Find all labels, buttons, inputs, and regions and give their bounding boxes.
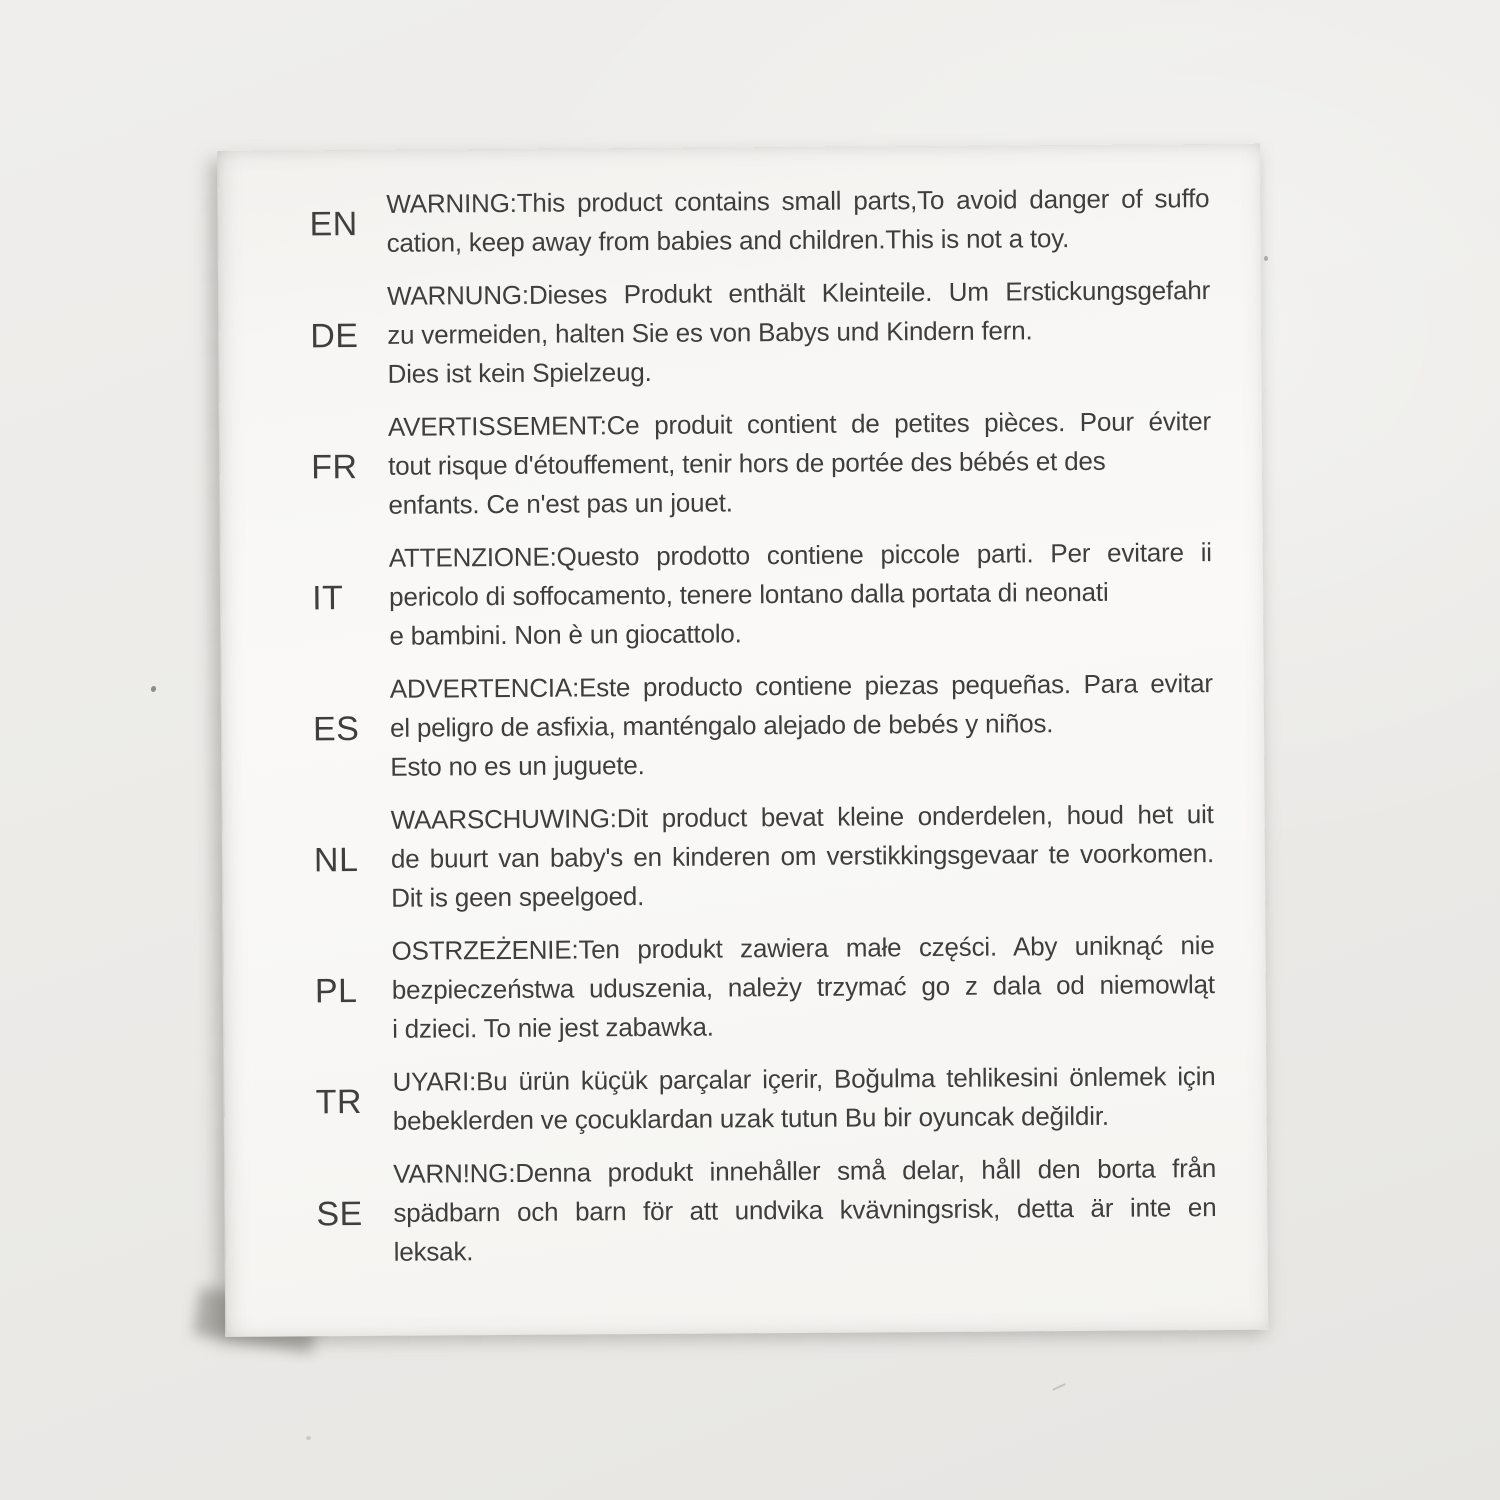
warning-line: e bambini. Non è un giocattolo.	[389, 618, 742, 651]
lang-column	[219, 277, 388, 395]
warning-line: bezpieczeństwa uduszenia, należy trzymać go z dala od niemowląt	[391, 969, 1215, 1005]
warning-line: cation, keep away from babies and children.This is not a toy.	[386, 223, 1070, 258]
lang-code-it: IT	[311, 578, 344, 617]
section-tr	[224, 1057, 1216, 1142]
dust-speck	[1264, 256, 1268, 261]
warning-text-se	[393, 1149, 1217, 1272]
section-es	[222, 664, 1214, 788]
warning-line: zu vermeiden, halten Sie es von Babys und Kindern fern.	[387, 315, 1033, 350]
warning-line: leksak.	[393, 1236, 474, 1267]
lang-column	[223, 932, 392, 1050]
warning-line: WARNUNG:Dieses Produkt enthält Kleinteile. Um Erstickungsgefahr	[386, 275, 1211, 311]
lang-code-nl: NL	[313, 840, 359, 879]
section-fr	[220, 402, 1212, 526]
section-it	[221, 533, 1213, 657]
warning-text-nl	[391, 795, 1215, 918]
lang-column	[221, 539, 390, 657]
warning-text-es	[390, 664, 1214, 787]
warning-line: pericolo di soffocamento, tenere lontano dalla portata di neonati	[389, 576, 1109, 612]
warning-line: WAARSCHUWING:Dit product bevat kleine onderdelen, houd het uit	[390, 799, 1214, 835]
warning-line: i dzieci. To nie jest zabawka.	[392, 1011, 714, 1044]
lang-column	[225, 1155, 394, 1273]
warning-line: spädbarn och barn för att undvika kvävningsrisk, detta är inte en	[393, 1192, 1217, 1228]
warning-line: el peligro de asfixia, manténgalo alejado de bebés y niños.	[389, 708, 1054, 743]
lang-code-en: EN	[309, 205, 358, 244]
warning-line: bebeklerden ve çocuklardan uzak tutun Bu bir oyuncak değildir.	[392, 1100, 1109, 1136]
warning-line: Dies ist kein Spielzeug.	[387, 356, 652, 389]
warning-line: AVERTISSEMENT:Ce produit contient de petites pièces. Pour éviter	[387, 406, 1212, 442]
warning-text-pl	[391, 926, 1215, 1049]
warning-line: VARN!NG:Denna produkt innehåller små delar, håll den borta från	[393, 1153, 1217, 1189]
warning-line: Esto no es un juguete.	[390, 750, 645, 782]
dust-speck	[150, 685, 157, 692]
section-nl	[223, 795, 1215, 919]
lang-column	[218, 185, 387, 264]
warning-line: enfants. Ce n'est pas un jouet.	[388, 487, 733, 520]
warning-label-content	[218, 144, 1268, 1273]
warning-text-it	[389, 533, 1213, 656]
dust-speck	[306, 1436, 311, 1440]
lang-column	[224, 1063, 393, 1142]
lang-code-de: DE	[310, 316, 359, 355]
lang-column	[220, 408, 389, 526]
section-de	[219, 271, 1211, 395]
warning-line: ATTENZIONE:Questo prodotto contiene piccole parti. Per evitare ii	[388, 537, 1212, 573]
lang-code-pl: PL	[314, 971, 358, 1010]
warning-line: UYARI:Bu ürün küçük parçalar içerir, Boğulma tehlikesini önlemek için	[392, 1061, 1216, 1097]
section-se	[225, 1149, 1217, 1273]
warning-text-en	[386, 179, 1210, 263]
lang-column	[223, 801, 392, 919]
warning-line: de buurt van baby's en kinderen om verstikkingsgevaar te voorkomen.	[390, 838, 1215, 874]
warning-line: WARNING:This product contains small parts,To avoid danger of suffo	[386, 183, 1210, 219]
lang-code-es: ES	[312, 709, 360, 748]
warning-line: tout risque d'étouffement, tenir hors de portée des bébés et des	[388, 445, 1106, 481]
warning-text-fr	[388, 402, 1212, 525]
warning-label-paper	[217, 144, 1268, 1337]
lang-code-se: SE	[316, 1194, 363, 1233]
warning-text-de	[387, 271, 1211, 394]
lang-code-tr: TR	[315, 1083, 363, 1122]
warning-line: OSTRZEŻENIE:Ten produkt zawiera małe części. Aby uniknąć nie	[391, 930, 1215, 966]
section-pl	[223, 926, 1215, 1050]
lang-column	[222, 670, 391, 788]
dust-fiber	[1052, 1383, 1066, 1391]
lang-code-fr: FR	[311, 447, 358, 486]
section-en	[218, 179, 1210, 264]
warning-line: Dit is geen speelgoed.	[391, 881, 645, 913]
warning-text-tr	[392, 1057, 1216, 1141]
warning-line: ADVERTENCIA:Este producto contiene piezas pequeñas. Para evitar	[389, 668, 1213, 704]
